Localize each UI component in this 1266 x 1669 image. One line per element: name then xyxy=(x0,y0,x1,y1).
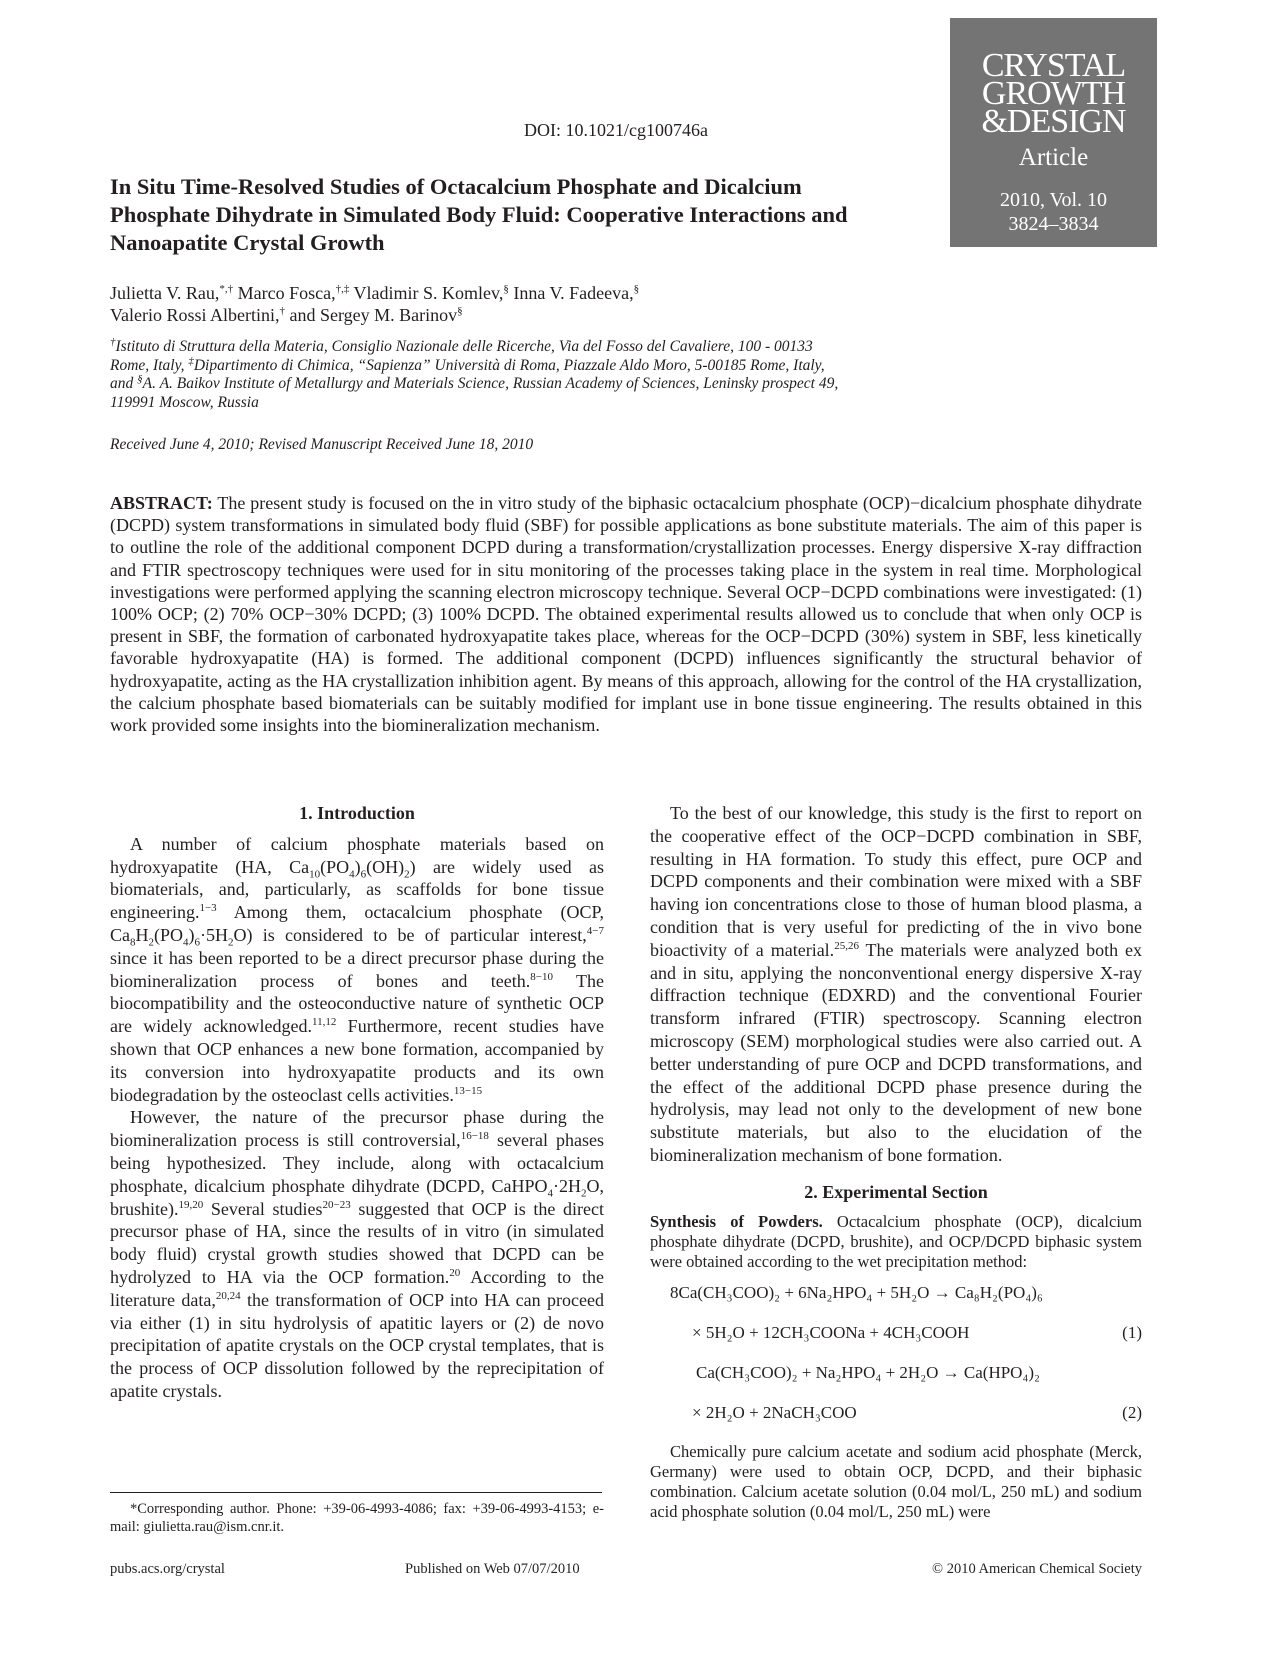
author-name: Julietta V. Rau, xyxy=(110,283,220,303)
left-column xyxy=(110,802,604,1403)
footnote-divider xyxy=(110,1492,602,1493)
abstract-text: The present study is focused on the in vitro study of the biphasic octacalcium phosphate (OCP)−dicalcium phosphate dihydrate (DCPD) system transformations in simulated body fluid (SBF) for possible applications as bone substitute materials. The aim of this paper is to outline the role of the additional component DCPD during a transformation/crystallization processes. Energy dispersive X-ray diffraction and FTIR spectroscopy techniques were used for in situ monitoring of the processes taking place in the system in real time. Morphological investigations were performed applying the scanning electron microscopy technique. Several OCP−DCPD combinations were investigated: (1) 100% OCP; (2) 70% OCP−30% DCPD; (3) 100% DCPD. The obtained experimental results allowed us to conclude that when only OCP is present in SBF, the formation of carbonated hydroxyapatite takes place, whereas for the OCP−DCPD (30%) system in SBF, less kinetically favorable hydroxyapatite (HA) is formed. The additional component (DCPD) influences significantly the structural behavior of hydroxyapatite, acting as the HA crystallization inhibition agent. By means of this approach, allowing for the control of the HA crystallization, the calcium phosphate based biomaterials can be suitably modified for implant use in bone tissue engineering. The results obtained in this work provided some insights into the biomineralization mechanism. xyxy=(110,493,1142,736)
abstract xyxy=(110,492,1142,736)
right-column xyxy=(650,802,1142,1522)
abstract-label: ABSTRACT: xyxy=(110,493,213,513)
affiliations xyxy=(110,335,850,412)
author-name: Vladimir S. Komlev, xyxy=(349,283,504,303)
paragraph: To the best of our knowledge, this study is the first to report on the cooperative effect of the OCP−DCPD combination in SBF, resulting in HA formation. To study this effect, pure OCP and DCPD components and their combination were mixed with a SBF having ion concentrations close to those of human blood plasma, a condition that is very useful for predicting of the in vivo bone bioactivity of a material.$^{25,26}$ The materials were analyzed both ex and in situ, applying the nonconventional energy dispersive X-ray diffraction technique (EDXRD) and the conventional Fourier transform infrared (FTIR) spectroscopy. Scanning electron microscopy (SEM) morphological studies were also carried out. A better understanding of pure OCP and DCPD transformations, and the effect of the additional DCPD phase presence during the hydrolysis, may lead not only to the development of new bone substitute materials, but also to the elucidation of the biomineralization mechanism of bone formation. xyxy=(650,803,1142,1165)
citation: 19,20 xyxy=(178,1198,204,1211)
equation-number: (1) xyxy=(1122,1322,1142,1342)
author-marker: § xyxy=(633,283,640,295)
article-title: In Situ Time-Resolved Studies of Octacalcium Phosphate and Dicalcium Phosphate Dihydrate in Simulated Body Fluid: Cooperative Interactions and Nanoapatite Crystal Growth xyxy=(110,174,848,255)
footer-copyright: © 2010 American Chemical Society xyxy=(932,1561,1142,1577)
citation: 20−23 xyxy=(322,1198,351,1211)
journal-name-line1: CRYSTAL xyxy=(981,47,1126,84)
citation: 20 xyxy=(449,1266,461,1279)
affiliation-text: Istituto di Struttura della Materia, Consiglio Nazionale delle Ricerche, Via del Fosso del Cavaliere, 100 - 00133 Rome, Italy, xyxy=(110,338,813,374)
author-name: and Sergey M. Barinov xyxy=(285,305,458,325)
citation: 25,26 xyxy=(834,939,859,952)
citation: 13−15 xyxy=(453,1084,483,1097)
citation: 16−18 xyxy=(460,1130,489,1143)
run-in-heading: Synthesis of Powders. xyxy=(650,1211,823,1231)
affiliation-marker: § xyxy=(137,372,143,385)
paragraph: A number of calcium phosphate materials based on hydroxyapatite (HA, $Ca_{10}(PO_4)_6(OH)_2$) are widely used as biomaterials, and, particularly, as scaffolds for bone tissue engineering.$^{1-3}$ Among them, octacalcium phosphate (OCP, $Ca_8H_2(PO_4)_6\cdot 5H_2O$) is considered to be of particular interest,$^{4-7}$ since it has been reported to be a direct precursor phase during the biomineralization process of bones and teeth.$^{8-10}$ The biocompatibility and the osteoconductive nature of synthetic OCP are widely acknowledged.$^{11,12}$ Furthermore, recent studies have shown that OCP enhances a new bone formation, accompanied by its conversion into hydroxyapatite products and its own biodegradation by the osteoclast cells activities.$^{13-15}$ xyxy=(110,833,605,1105)
affiliation-text: A. A. Baikov Institute of Metallurgy and Materials Science, Russian Academy of Sciences, Leninsky prospect 49, 119991 Moscow, Russia xyxy=(110,375,839,411)
citation: 11,12 xyxy=(312,1016,337,1029)
received-dates: Received June 4, 2010; Revised Manuscript Received June 18, 2010 xyxy=(110,436,534,453)
citation: 1−3 xyxy=(199,902,217,915)
footer-published-date: Published on Web 07/07/2010 xyxy=(405,1561,580,1577)
section-heading: 2. Experimental Section xyxy=(804,1181,988,1202)
author-marker: *,† xyxy=(219,283,234,295)
equation-1: 8Ca(CH₃COO)₂ + 6Na₂HPO₄ + 5H₂O → Ca₈H₂(PO₄)₆ × 5H₂O + 12CH₃COONa + 4CH₃COOH (1) xyxy=(650,1282,1142,1362)
journal-name-line3: &DESIGN xyxy=(981,103,1126,140)
affiliation-marker: † xyxy=(110,335,116,348)
doi: DOI: 10.1021/cg100746a xyxy=(524,120,708,140)
article-type: Article xyxy=(1018,144,1089,171)
author-marker: § xyxy=(457,305,463,317)
paragraph: Chemically pure calcium acetate and sodium acid phosphate (Merck, Germany) were used to obtain OCP, DCPD, and their biphasic combination. Calcium acetate solution (0.04 mol/L, 250 mL) and sodium acid phosphate solution (0.04 mol/L, 250 mL) were xyxy=(650,1441,1142,1521)
citation: 4−7 xyxy=(586,924,604,937)
footer-journal-url: pubs.acs.org/crystal xyxy=(110,1561,225,1577)
author-name: Inna V. Fadeeva, xyxy=(508,283,634,303)
affiliation-text: Dipartimento di Chimica, “Sapienza” Università di Roma, Piazzale Aldo Moro, 5-00185 Rome, Italy, and xyxy=(110,356,825,392)
journal-logo-box xyxy=(950,18,1157,247)
corresponding-author-footnote: *Corresponding author. Phone: +39-06-4993-4086; fax: +39-06-4993-4153; e-mail: giulietta.rau@ism.cnr.it. xyxy=(110,1501,604,1535)
paragraph: However, the nature of the precursor phase during the biomineralization process is still controversial,$^{16-18}$ several phases being hypothesized. They include, along with octacalcium phosphate, dicalcium phosphate dihydrate (DCPD, $CaHPO_4\cdot 2H_2O$, brushite).$^{19,20}$ Several studies$^{20-23}$ suggested that OCP is the direct precursor phase of HA, since the results of in vitro (in simulated body fluid) crystal growth studies showed that DCPD can be hydrolyzed to HA via the OCP formation.$^{20}$ According to the literature data,$^{20,24}$ the transformation of OCP into HA can proceed via either (1) in situ hydrolysis of apatitic layers or (2) de novo precipitation of apatite crystals on the OCP crystal templates, that is the process of OCP dissolution followed by the reprecipitation of apatite crystals. xyxy=(110,1107,604,1401)
journal-name-line2: GROWTH xyxy=(981,75,1126,112)
author-name: Valerio Rossi Albertini, xyxy=(110,305,280,325)
section-heading: 1. Introduction xyxy=(299,803,415,823)
citation: 20,24 xyxy=(215,1289,241,1302)
equation-2: Ca(CH₃COO)₂ + Na₂HPO₄ + 2H₂O → Ca(HPO₄)₂ × 2H₂O + 2NaCH₃COO (2) xyxy=(650,1362,1142,1442)
author-marker: § xyxy=(503,283,509,295)
paragraph: Synthesis of Powders. Octacalcium phosphate (OCP), dicalcium phosphate dihydrate (DCPD, brushite), and OCP/DCPD biphasic system were obtained according to the wet precipitation method: xyxy=(650,1211,1143,1271)
author-name: Marco Fosca, xyxy=(233,283,336,303)
affiliation-marker: ‡ xyxy=(188,354,194,367)
author-list xyxy=(110,282,830,326)
journal-volume: 2010, Vol. 10 xyxy=(999,189,1108,211)
citation: 8−10 xyxy=(530,970,553,983)
equation-number: (2) xyxy=(1122,1402,1142,1422)
author-marker: † xyxy=(279,305,285,317)
author-marker: †,‡ xyxy=(335,283,350,295)
journal-pages: 3824–3834 xyxy=(1008,213,1099,235)
